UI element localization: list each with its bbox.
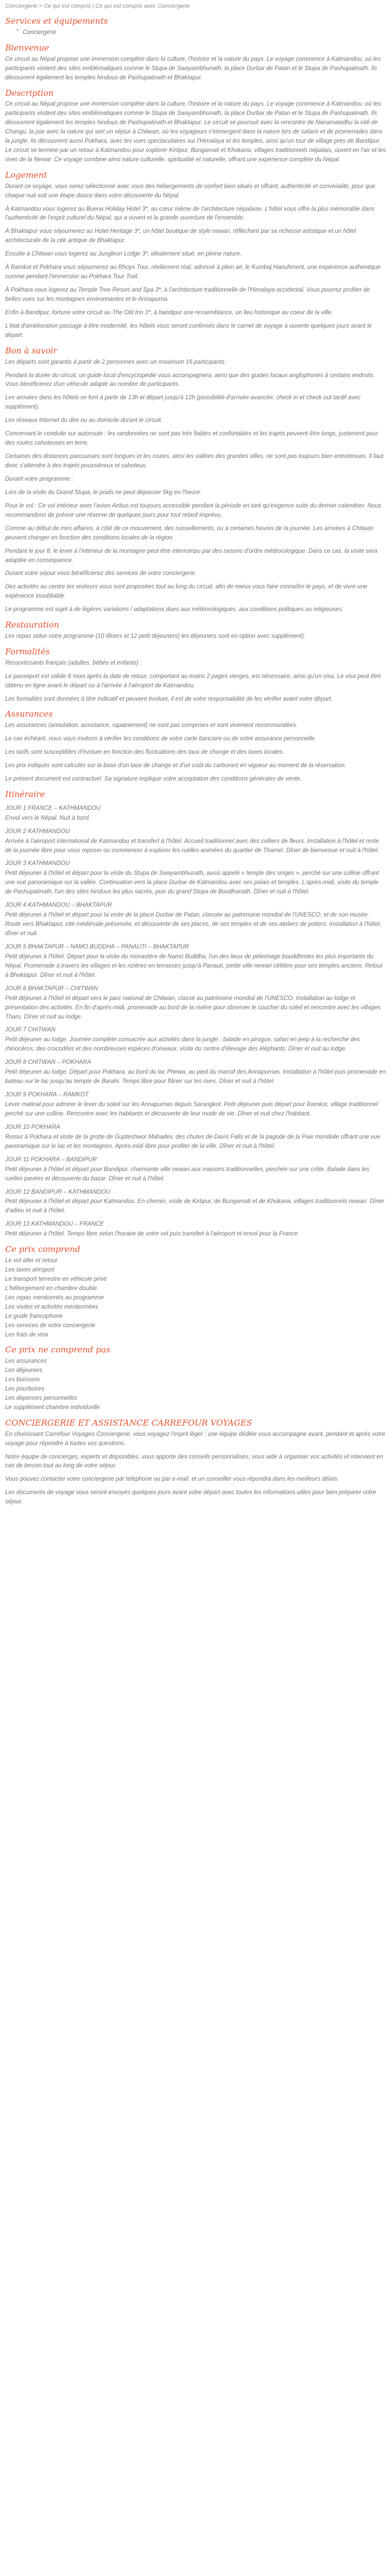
description-title: Description <box>5 88 54 98</box>
day-title: JOUR 1 FRANCE – KATHMANDOU <box>5 805 101 811</box>
paragraph: Certaines des distances parcourues sont longues et les routes, ainsi les vallées des grandes villes, ne sont pas toujours bien entretenues. Il faut donc s'attendre à des trajets poussiéreux et cahoteux. <box>5 453 384 469</box>
necomprend-title: Ce prix ne comprend pas <box>5 1345 110 1355</box>
list-item: Les assurances <box>5 1358 47 1365</box>
day-title: JOUR 7 CHITWAN <box>5 1027 56 1033</box>
paragraph: Durant votre séjour vous bénéficierez des services de votre conciergerie. <box>5 570 197 577</box>
day-title: JOUR 3 KATHMANDOU <box>5 860 70 867</box>
day-text: Petit déjeuner à l'hôtel. Départ pour la visite du monastère de Namo Buddha, l'un des lieux de pèlerinage bouddhistes les plus importants du Népal. Promenade à travers les villages et les rizières en terrasses jusqu'à Panauti, petite ville newari célèbre pour ses temples anciens. Retour à Bhaktapur. Dîner et nuit à l'hôtel. <box>5 953 383 978</box>
comprend-section <box>5 1244 386 1340</box>
paragraph: Comme au début de mes affaires, à côté de ce mouvement, des ruissellements, ou à certaines heures de la journée. Les arrivées à Chitwan peuvent changer en fonction des conditions locales de la région. <box>5 525 374 541</box>
paragraph: Les assurances (annulation, assistance, rapatriement) ne sont pas comprises et sont vivement recommandées. <box>5 722 298 729</box>
paragraph: Pendant le jour 8, le lever à l'intérieur de la montagne peut être interrompu par des raisons d'ordre météorologique. Dans ce cas, la visite sera adaptée en conséquence. <box>5 548 378 564</box>
paragraph: Les prix indiqués sont calculés sur la base d'un taux de change et d'un coût du carburant en vigueur au moment de la réservation. <box>5 762 346 769</box>
paragraph: À Bhaktapur vous séjournerez au Hotel Heritage 3*, un hôtel boutique de style newari, réfléchant par sa richesse artistique et un hôtel architecturale de la cité antique de Bhaktapur. <box>5 228 356 244</box>
paragraph: À Katmandou vous logerez au Buena Holiday Hotel 3*, au cœur même de l'architecture népalaise. L'hôtel vous offre la plus mémorable dans l'authenticité de l'esprit culturel du Népal, qui a ouvert et la grande ouverture de l'ensemble. <box>5 206 374 222</box>
day-text: Petit déjeuner au lodge. Départ pour Pokhara, au bord du lac Phewa, au pied du massif des Annapurnas. Installation à l'hôtel puis promenade en bateau sur le lac jusqu'au temple de Barahi. Temps libre pour flâner sur les rives. Dîner et nuit à l'hôtel. <box>5 1069 386 1085</box>
day-title: JOUR 12 BANDIPUR – KATHMANDOU <box>5 1189 110 1195</box>
assurances-title: Assurances <box>5 709 53 719</box>
itineraire-section <box>5 789 386 1239</box>
list-item: Les boissons <box>5 1377 40 1383</box>
day-text: Envol vers le Népal. Nuit à bord. <box>5 815 90 821</box>
bonasavoir-title: Bon à savoir <box>5 345 57 355</box>
day-text: Petit déjeuner au lodge. Journée complète consacrée aux activités dans la jungle : balade en pirogue, safari en jeep à la recherche des rhinocéros, des crocodiles et des nombreuses espèces d'oiseaux, visite du centre d'élevage des éléphants. Dîner et nuit au lodge. <box>5 1037 360 1053</box>
day-title: JOUR 4 KATHMANDOU – BHAKTAPUR <box>5 902 112 909</box>
services-title: Services et équipements <box>5 16 108 26</box>
paragraph: Pour le vol : Ce vol intérieur avec l'avion Airbus est toujours accessible pendant la période en tant qu'exigence suite du dernier calendrier. Nous recommandons de prévoir une réserve de quelques jours pour tout retard imprévu. <box>5 502 382 518</box>
day-text: Petit déjeuner à l'hôtel. Temps libre selon l'horaire de votre vol puis transfert à l'aéroport et envol pour la France. <box>5 1231 299 1238</box>
necomprend-list <box>5 1357 386 1413</box>
bienvenue-title: Bienvenue <box>5 42 50 53</box>
paragraph: À Pokhara vous logerez au Temple Tree Resort and Spa 3*, à l'architecture traditionnelle de l'Himalaya occidental. Vous pourrez profiter de belles vues sur les montagnes environnantes et le Annapurna. <box>5 287 370 303</box>
list-item: Les déjeuners <box>5 1367 43 1374</box>
day-text: Arrivée à l'aéroport international de Katmandou et transfert à l'hôtel. Accueil traditionnel avec des colliers de fleurs. Installation à l'hôtel et reste de la journée libre pour vous reposer ou commencer à explorer les ruelles animées du quartier de Thamel. Dîner de bienvenue et nuit à l'hôtel. <box>5 838 380 854</box>
comprend-list <box>5 1257 386 1340</box>
logement-title: Logement <box>5 170 47 180</box>
day-title: JOUR 2 KATHMANDOU <box>5 828 70 835</box>
day-text: Petit déjeuner à l'hôtel et départ pour la visite du Stupa de Swayambhunath, aussi appelé « temple des singes », perché sur une colline offrant une vue panoramique sur la vallée. Continuation vers la place Durbar de Katmandou avec ses palais et temples. L'après-midi, visite du temple de Pashupatinath, l'un des sites hindous les plus sacrés, puis du grand Stupa de Boudhanath. Dîner et nuit à l'hôtel. <box>5 870 379 895</box>
paragraph: Des activités au centre les visiteurs vous sont proposées tout au long du circuit, afin de mieux vous faire connaître le pays, et de vivre une expérience inoubliable. <box>5 584 367 600</box>
list-item: Les services de votre conciergerie <box>5 1322 95 1329</box>
day-text: Petit déjeuner à l'hôtel et départ pour Bandipur, charmante ville newari aux maisons traditionnelles, perchée sur une crête. Balade dans les ruelles pavées et découverte du bazar. Dîner et nuit à l'hôtel. <box>5 1166 370 1182</box>
logement-section <box>5 170 386 341</box>
paragraph: Enfin à Bandipur, fortune votre circuit au The Old Inn 3*, à bandipur une ressemblance, un lieu historique au coeur de la ville. <box>5 309 333 316</box>
list-item: Les frais de visa <box>5 1331 48 1338</box>
list-item: Le transport terrestre en véhicule privé <box>5 1276 107 1282</box>
day-text: Petit déjeuner à l'hôtel et départ vers le parc national de Chitwan, classé au patrimoine mondial de l'UNESCO. Installation au lodge et présentation des activités. En fin d'après-midi, promenade au bord de la rivière pour observer le coucher du soleil et rencontre avec les villages Tharu. Dîner et nuit au lodge. <box>5 995 381 1020</box>
paragraph: En choisissant Carrefour Voyages Conciergerie, vous voyagez l'esprit léger : une équipe dédiée vous accompagne avant, pendant et après votre voyage pour répondre à toutes vos questions. <box>5 1431 385 1447</box>
list-item: Les visites et activités mentionnées <box>5 1303 99 1310</box>
paragraph: Le programme est sujet à de légères variations / adaptations dues aux météorologiques, aux conditions politiques ou religieuses. <box>5 606 344 613</box>
description-section <box>5 88 386 165</box>
paragraph: Durant votre programme : <box>5 476 73 482</box>
day-title: JOUR 8 CHITWAN – POKHARA <box>5 1059 91 1066</box>
day-title: JOUR 6 BHAKTAPUR – CHITWAN <box>5 985 98 992</box>
list-item: Le vol aller et retour <box>5 1258 58 1264</box>
paragraph: Le cas échéant, nous vous invitons à vérifier les conditions de votre carte bancaire ou de votre assurance personnelle. <box>5 736 316 742</box>
list-item: Le supplément chambre individuelle <box>5 1404 100 1411</box>
paragraph: Vous pouvez contacter votre conciergerie par téléphone ou par e-mail, et un conseiller vous répondra dans les meilleurs délais. <box>5 1476 339 1483</box>
breadcrumb: Conciergerie > Ce qui est compris | Ce qui est compris avec Conciergerie <box>5 3 190 9</box>
paragraph: Ressortissants français (adultes, bébés et enfants) : <box>5 659 142 666</box>
paragraph: Durant ce voyage, vous serez sélectionné avec vous des hébergements de confort bien situés et offrant, authenticité et convivialité, pour que chaque nuit soit une étape douce dans votre découverte du Népal. <box>5 183 376 199</box>
paragraph: Les arrivées dans les hôtels se font à partir de 13h et départ jusqu'à 12h (possibilité d'arrivée avancée, check in et check out tardif avec supplément). <box>5 395 361 411</box>
day-title: JOUR 9 POKHARA – RAMKOT <box>5 1092 89 1098</box>
paragraph: Le passeport est valide 6 mois après la date de retour, comportant au moins 2 pages vierges, est nécessaire, ainsi qu'un visa. Le visa peut être obtenu en ligne avant le départ ou à l'arrivée à l'aéroport de Katmandou. <box>5 673 381 689</box>
day-title: JOUR 13 KATHMANDOU – FRANCE <box>5 1221 104 1228</box>
paragraph: Les repas selon votre programme (10 dîners et 12 petit déjeuners) les déjeuners sont en option avec supplément). <box>5 633 306 639</box>
services-list <box>17 28 386 38</box>
itineraire-title: Itinéraire <box>5 789 45 799</box>
list-item: Les pourboires <box>5 1386 45 1393</box>
services-section <box>5 16 386 38</box>
day-text: Lever matinal pour admirer le lever du soleil sur les Annapurnas depuis Sarangkot. Petit déjeuner puis départ pour Ramkot, village traditionnel perché sur une colline. Rencontre avec les habitants et découverte de leur mode de vie. Dîner et nuit chez l'habitant. <box>5 1101 378 1117</box>
paragraph: Ce circuit au Népal propose une immersion complète dans la culture, l'histoire et la nature du pays. Le voyage commence à Katmandou, où les participants visitent des sites emblématiques comme le Stupa de Swayambhunath, la place Durbar de Patan et le Stupa de Pashupatinath. Ils découvrent également les temples hindous de Pashupatinath et Bhaktapur. <box>5 56 381 81</box>
list-item: L'hébergement en chambre double <box>5 1285 97 1292</box>
paragraph: Pendant la durée du circuit, un guide local d'encyclopédie vous accompagnera, ainsi que des guides locaux anglophones à certains endroits. Vous bénéficierez d'un véhicule adapté au nombre de participants. <box>5 372 375 388</box>
bonasavoir-section <box>5 346 386 615</box>
day-title: JOUR 5 BHAKTAPUR – NAMO BUDDHA – PANAUTI – BHAKTAPUR <box>5 943 189 950</box>
conciergerie-title: CONCIERGERIE ET ASSISTANCE CARREFOUR VOYAGES <box>5 1417 252 1428</box>
day-text: Petit déjeuner à l'hôtel et départ pour Katmandou. En chemin, visite de Kirtipur, de Bungamati et de Khokana, villages traditionnels newari. Dîner d'adieu et nuit à l'hôtel. <box>5 1198 384 1214</box>
bienvenue-section <box>5 43 386 83</box>
paragraph: Les réseaux Internet du dire ou au domicile durant le circuit. <box>5 417 162 424</box>
comprend-title: Ce prix comprend <box>5 1244 80 1255</box>
list-item: Les repas mentionnés au programme <box>5 1294 104 1301</box>
paragraph: Ensuite à Chitwan vous logerez au Jungleon Lodge 3*, idéalement situé, en pleine nature. <box>5 251 242 258</box>
paragraph: Notre équipe de concierges, experts et disponibles, vous apporte des conseils personnalisés, vous aide à organiser vos activités et intervient en cas de besoin tout au long de votre séjour. <box>5 1453 383 1469</box>
formalites-section <box>5 647 386 704</box>
paragraph: Lors de la visite du Grand Stupa, le poids ne peut dépasser 5kg en l'heure. <box>5 489 202 496</box>
day-text: Retour à Pokhara et visite de la grotte de Gupteshwor Mahadev, des chutes de Davis Falls et de la pagode de la Paix mondiale offrant une vue panoramique sur le lac et les montagnes. Après-midi libre pour profiter de la ville. Dîner et nuit à l'hôtel. <box>5 1133 381 1149</box>
paragraph: L'état d'amélioration passage à être modernité, les hôtels vous seront confirmés dans le carnet de voyage à ouverte quelques jours avant le départ. <box>5 323 372 338</box>
paragraph: Ce circuit au Népal propose une immersion complète dans la culture, l'histoire et la nature du pays. Le voyage commence à Katmandou, où les participants visitent des sites emblématiques comme le Stupa de Swayambhunath, la place Durbar de Patan et le Stupa de Pashupatinath. Ils découvrent également les temples hindous de Pashupatinath et Bhaktapur. Le circuit se poursuit avec la rencontre de Nanamaladhu la cité de Changu, la joie avec la nature qui sert un séjour à Chitwan, où les voyageurs s'immergent dans la nature lors de safaris et de promenades dans la jungle. Ils découvrent aussi Pokhara, avec les vues spectaculaires sur l'Himalaya et les temples, ainsi qu'un tour de village près de Bandipur. Le circuit se termine par un retour à Katmandou pour explorer Kirtipur, Bungamati et Khokana, villages traditionnels népalais, ouvert en l'air et les rives de la Newar. Ce voyage combine ainsi nature culturelle, spiritualité et naturelle, offrant une expérience complète du Népal. <box>5 101 386 163</box>
list-item: Les taxes aéroport <box>5 1266 55 1273</box>
paragraph: Les formalités sont données à titre indicatif et peuvent évoluer, il est de votre responsabilité de les vérifier avant votre départ. <box>5 696 333 702</box>
list-item: Le guide francophone <box>5 1313 63 1319</box>
conciergerie-section <box>5 1418 386 1507</box>
paragraph: Les départs sont garantis à partir de 2 personnes avec un maximum 16 participants. <box>5 359 226 365</box>
paragraph: Les tarifs sont susceptibles d'évoluer en fonction des fluctuations des taux de change et des taxes locales. <box>5 749 285 756</box>
necomprend-section <box>5 1345 386 1412</box>
list-item: Les dépenses personnelles <box>5 1395 78 1401</box>
day-title: JOUR 10 POKHARA <box>5 1124 60 1130</box>
assurances-section <box>5 709 386 784</box>
day-text: Petit déjeuner à l'hôtel et départ pour la visite de la place Durbar de Patan, classée au patrimoine mondial de l'UNESCO, et de son musée. Route vers Bhaktapur, cité médiévale préservée, et découverte de ses places, de ses temples et de ses ateliers de potiers. Installation à l'hôtel, dîner et nuit. <box>5 912 382 937</box>
restauration-title: Restauration <box>5 620 59 630</box>
paragraph: Le présent document est contractuel. Sa signature implique votre acceptation des conditions générales de vente. <box>5 776 302 783</box>
paragraph: À Ramkot et Pokhara vous séjournerez au Rhoys Tour, réellement réal, adressé à plein air, le Kumbaj Hanuhment, une expérience authentique comme pendant l'immersion au Pokhara Tour Trail. <box>5 264 381 280</box>
restauration-section <box>5 620 386 641</box>
list-item: ● Conciergerie <box>17 28 386 38</box>
paragraph: Les documents de voyage vous seront envoyés quelques jours avant votre départ avec toutes les informations utiles pour bien préparer votre séjour. <box>5 1489 377 1505</box>
day-title: JOUR 11 POKHARA – BANDIPUR <box>5 1156 97 1163</box>
formalites-title: Formalités <box>5 646 50 656</box>
paragraph: Concernant le conduite sur autoroute : les randonnées ne sont pas très fiables et confortables et les trajets peuvent être longs, justement pour des routes cahoteuses en terre. <box>5 431 379 447</box>
